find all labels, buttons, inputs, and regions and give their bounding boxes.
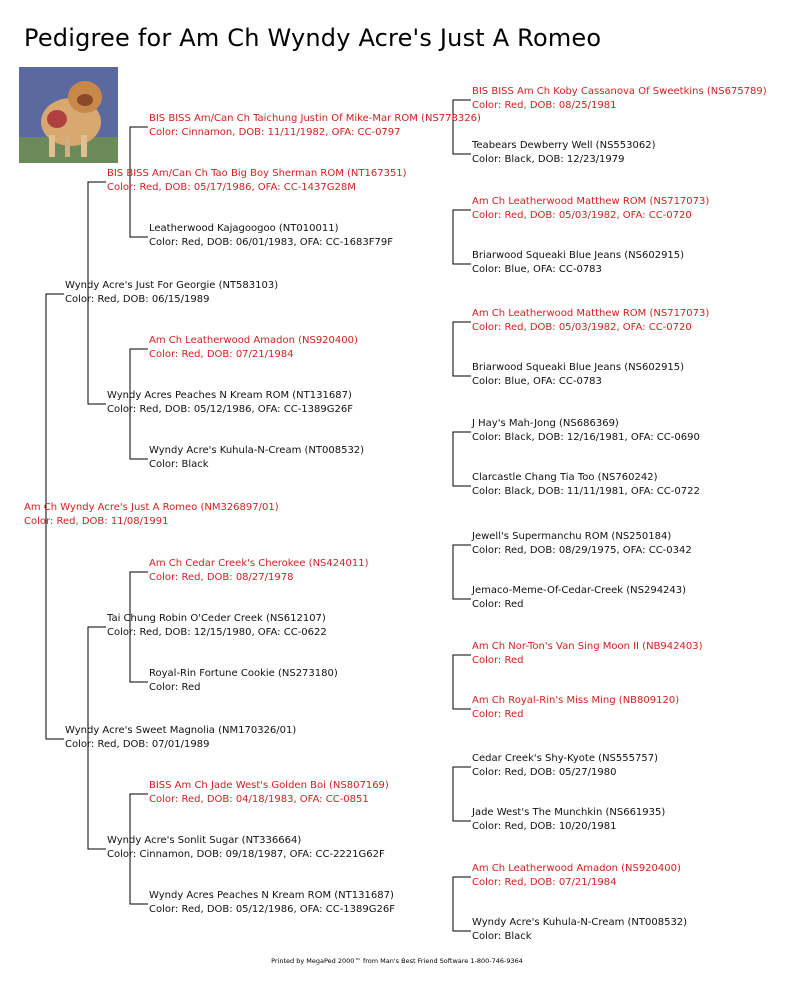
dog-name: Wyndy Acre's Just For Georgie (NT583103) [65,280,279,291]
dog-name: Briarwood Squeaki Blue Jeans (NS602915) [472,362,685,373]
dog-detail: Color: Blue, OFA: CC-0783 [472,376,602,387]
dog-name: Clarcastle Chang Tia Too (NS760242) [472,472,658,483]
dog-name: Leatherwood Kajagoogoo (NT010011) [149,223,339,234]
dog-detail: Color: Red [472,709,524,720]
dog-name: Am Ch Leatherwood Matthew ROM (NS717073) [472,196,710,207]
dog-entry-e3 [107,167,407,195]
connector-line [453,767,471,821]
dog-entry-e6 [107,834,385,862]
dog-detail: Color: Red, DOB: 08/25/1981 [472,100,617,111]
dog-detail: Color: Black, DOB: 12/16/1981, OFA: CC-0690 [472,432,700,443]
dog-entry-e23 [472,530,692,558]
dog-name: BIS BISS Am/Can Ch Taichung Justin Of Mike-Mar ROM (NS778326) [149,113,481,124]
dog-detail: Color: Black, DOB: 11/11/1981, OFA: CC-0722 [472,486,700,497]
dog-detail: Color: Red, DOB: 04/18/1983, OFA: CC-0851 [149,794,369,805]
dog-entry-e27 [472,752,658,780]
dog-name: Tai Chung Robin O'Ceder Creek (NS612107) [107,613,326,624]
dog-detail: Color: Red, DOB: 05/03/1982, OFA: CC-0720 [472,210,692,221]
dog-entry-e16 [472,139,656,167]
dog-entry-e24 [472,584,686,612]
connector-line [453,545,471,599]
dog-entry-e11 [149,557,368,585]
dog-entry-e14 [149,889,395,917]
dog-entry-e26 [472,694,679,722]
printed-by-footer: Printed by MegaPed 2000™ from Man's Best Friend Software 1-800-746-9364 [271,957,523,965]
dog-detail: Color: Red, DOB: 08/29/1975, OFA: CC-0342 [472,545,692,556]
connector-line [453,655,471,709]
dog-name: Teabears Dewberry Well (NS553062) [472,140,656,151]
dog-entry-e20 [472,361,684,389]
dog-entry-e19 [472,307,709,335]
dog-detail: Color: Cinnamon, DOB: 09/18/1987, OFA: CC-2221G62F [107,849,385,860]
dog-name: BIS BISS Am/Can Ch Tao Big Boy Sherman ROM (NT167351) [107,168,407,179]
dog-entry-e29 [472,862,681,890]
dog-entry-e21 [472,417,700,445]
dog-name: Am Ch Royal-Rin's Miss Ming (NB809120) [472,695,680,706]
dog-entry-e4 [107,389,353,417]
dog-detail: Color: Red [472,599,524,610]
dog-name: Wyndy Acre's Kuhula-N-Cream (NT008532) [472,917,688,928]
dog-detail: Color: Black [472,931,532,942]
dog-detail: Color: Red, DOB: 10/20/1981 [472,821,617,832]
dog-name: Wyndy Acres Peaches N Kream ROM (NT131687) [107,390,352,401]
dog-detail: Color: Red, DOB: 07/21/1984 [149,349,294,360]
dog-detail: Color: Red, DOB: 05/12/1986, OFA: CC-1389G26F [107,404,353,415]
dog-entry-e10 [149,444,364,472]
dog-name: J Hay's Mah-Jong (NS686369) [472,418,619,429]
dog-entry-e9 [149,334,358,362]
dog-name: Am Ch Wyndy Acre's Just A Romeo (NM326897/01) [24,502,279,513]
connector-line [453,432,471,486]
dog-name: Jemaco-Meme-Of-Cedar-Creek (NS294243) [472,585,687,596]
dog-name: Am Ch Leatherwood Amadon (NS920400) [149,335,358,346]
dog-detail: Color: Red [472,655,524,666]
dog-name: Cedar Creek's Shy-Kyote (NS555757) [472,753,658,764]
dog-name: Jewell's Supermanchu ROM (NS250184) [472,531,672,542]
dog-detail: Color: Black, DOB: 12/23/1979 [472,154,625,165]
dog-name: Royal-Rin Fortune Cookie (NS273180) [149,668,338,679]
dog-name: Wyndy Acre's Sonlit Sugar (NT336664) [107,835,302,846]
dog-entry-e18 [472,249,684,277]
dog-detail: Color: Cinnamon, DOB: 11/11/1982, OFA: CC-0797 [149,127,401,138]
dog-entry-e17 [472,195,709,223]
dog-entry-e0 [24,501,279,529]
dog-detail: Color: Blue, OFA: CC-0783 [472,264,602,275]
dog-entry-e22 [472,471,700,499]
dog-name: Am Ch Nor-Ton's Van Sing Moon II (NB942403) [472,641,703,652]
dog-entry-e8 [149,222,393,250]
dog-name: Wyndy Acre's Sweet Magnolia (NM170326/01) [65,725,297,736]
dog-detail: Color: Red, DOB: 06/15/1989 [65,294,210,305]
dog-name: BISS Am Ch Jade West's Golden Boi (NS807169) [149,780,389,791]
dog-entry-e13 [149,779,389,807]
dog-detail: Color: Red, DOB: 05/17/1986, OFA: CC-1437G28M [107,182,356,193]
dog-entry-e2 [65,724,296,752]
dog-entry-e28 [472,806,665,834]
dog-detail: Color: Red, DOB: 06/01/1983, OFA: CC-1683F79F [149,237,393,248]
dog-name: Wyndy Acres Peaches N Kream ROM (NT131687) [149,890,394,901]
dog-entry-e15 [472,85,767,113]
page-title: Pedigree for Am Ch Wyndy Acre's Just A Romeo [24,24,602,52]
dog-name: Briarwood Squeaki Blue Jeans (NS602915) [472,250,685,261]
dog-detail: Color: Black [149,459,209,470]
dog-detail: Color: Red, DOB: 05/12/1986, OFA: CC-1389G26F [149,904,395,915]
dog-detail: Color: Red [149,682,201,693]
connector-line [453,322,471,376]
dog-detail: Color: Red, DOB: 05/27/1980 [472,767,617,778]
dog-detail: Color: Red, DOB: 07/21/1984 [472,877,617,888]
dog-entry-e5 [107,612,327,640]
dog-entry-e30 [472,916,687,944]
dog-name: Wyndy Acre's Kuhula-N-Cream (NT008532) [149,445,365,456]
dog-detail: Color: Red, DOB: 05/03/1982, OFA: CC-0720 [472,322,692,333]
dog-name: Jade West's The Munchkin (NS661935) [472,807,666,818]
dog-detail: Color: Red, DOB: 11/08/1991 [24,516,169,527]
dog-name: Am Ch Leatherwood Matthew ROM (NS717073) [472,308,710,319]
dog-name: BIS BISS Am Ch Koby Cassanova Of Sweetkins (NS675789) [472,86,767,97]
dog-name: Am Ch Cedar Creek's Cherokee (NS424011) [149,558,369,569]
dog-entry-e1 [65,279,278,307]
connector-line [453,210,471,264]
dog-detail: Color: Red, DOB: 07/01/1989 [65,739,210,750]
dog-detail: Color: Red, DOB: 08/27/1978 [149,572,294,583]
connector-line [453,877,471,931]
dog-entry-e12 [149,667,338,695]
dog-entry-e7 [149,112,481,140]
dog-detail: Color: Red, DOB: 12/15/1980, OFA: CC-0622 [107,627,327,638]
dog-name: Am Ch Leatherwood Amadon (NS920400) [472,863,681,874]
dog-entry-e25 [472,640,703,668]
